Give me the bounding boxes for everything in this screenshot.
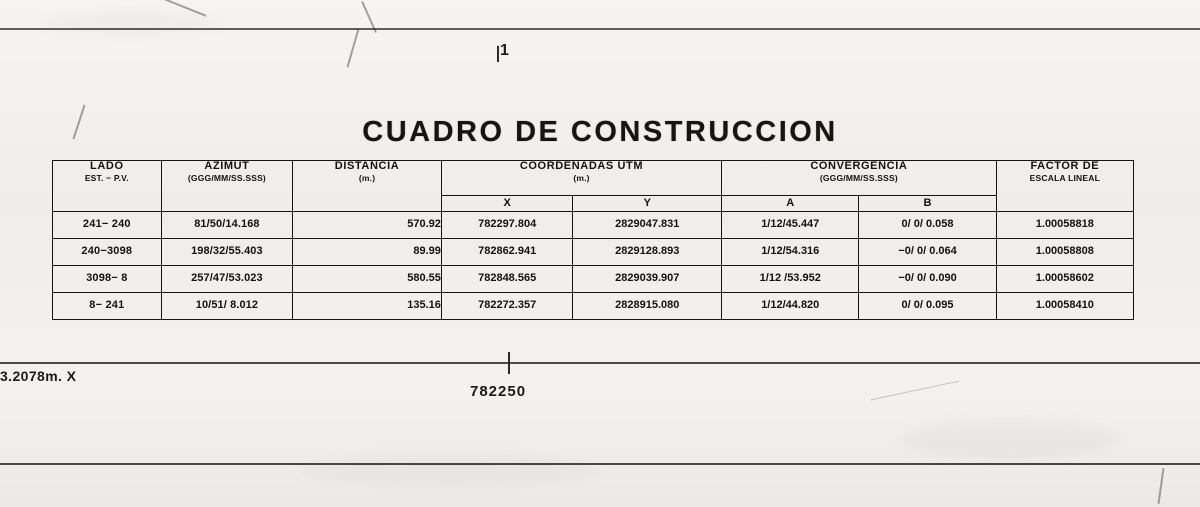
cell-coordenada-y: 2829047.831: [573, 212, 722, 239]
header-lado-main: LADO: [90, 160, 124, 172]
horizontal-rule-upper: [0, 28, 1200, 30]
bottom-tick-mark: [508, 352, 510, 374]
header-convergencia-a: A: [722, 196, 859, 212]
cuadro-de-construccion-table-wrapper: [52, 160, 1134, 320]
header-distancia-main: DISTANCIA: [334, 160, 400, 172]
cell-lado: 8− 241: [53, 293, 162, 320]
header-coordenada-x: X: [441, 196, 573, 212]
header-lado: [53, 161, 162, 212]
header-coordenada-y: Y: [573, 196, 722, 212]
header-azimut: [161, 161, 293, 212]
table-row: [53, 293, 1134, 320]
cell-coordenada-x: 782297.804: [441, 212, 573, 239]
header-coordenadas-sub: (m.): [573, 172, 590, 183]
header-convergencia-sub: (GGG/MM/SS.SSS): [819, 172, 898, 183]
header-coordenadas-utm: [441, 161, 721, 196]
cell-distancia: 89.99: [293, 239, 442, 266]
scan-blotch: [300, 455, 600, 485]
cell-lado: 3098− 8: [53, 266, 162, 293]
page-title: CUADRO DE CONSTRUCCION: [362, 116, 838, 148]
table-row: [53, 266, 1134, 293]
cell-distancia: 580.55: [293, 266, 442, 293]
cell-azimut: 198/32/55.403: [161, 239, 293, 266]
cell-lado: 240−3098: [53, 239, 162, 266]
header-lado-sub: EST. − P.V.: [84, 172, 129, 183]
cell-convergencia-b: −0/ 0/ 0.090: [859, 266, 996, 293]
table-row: [53, 212, 1134, 239]
header-distancia: [293, 161, 442, 212]
cell-factor-escala: 1.00058602: [996, 266, 1133, 293]
scan-blotch: [900, 420, 1120, 460]
header-coordenadas-main: COORDENADAS UTM: [519, 160, 644, 172]
header-factor-main: FACTOR DE: [1030, 160, 1100, 172]
cell-convergencia-a: 1/12/45.447: [722, 212, 859, 239]
header-convergencia-main: CONVERGENCIA: [810, 160, 908, 172]
cell-factor-escala: 1.00058818: [996, 212, 1133, 239]
header-factor-sub: ESCALA LINEAL: [1029, 172, 1100, 183]
cell-distancia: 135.16: [293, 293, 442, 320]
top-tick-mark: [497, 46, 499, 62]
cuadro-de-construccion-table: [52, 160, 1134, 320]
cell-coordenada-x: 782848.565: [441, 266, 573, 293]
cell-convergencia-b: 0/ 0/ 0.095: [859, 293, 996, 320]
horizontal-rule-lower: [0, 463, 1200, 465]
cell-convergencia-b: −0/ 0/ 0.064: [859, 239, 996, 266]
horizontal-rule-mid: [0, 362, 1200, 364]
header-azimut-sub: (GGG/MM/SS.SSS): [187, 172, 266, 183]
cell-coordenada-x: 782272.357: [441, 293, 573, 320]
header-factor-escala-lineal: [996, 161, 1133, 212]
left-axis-label: 3.2078m. X: [0, 368, 77, 384]
header-azimut-main: AZIMUT: [204, 160, 250, 172]
cell-convergencia-a: 1/12 /53.952: [722, 266, 859, 293]
cell-coordenada-y: 2829128.893: [573, 239, 722, 266]
cell-azimut: 81/50/14.168: [161, 212, 293, 239]
cell-convergencia-a: 1/12/44.820: [722, 293, 859, 320]
scan-blotch: [40, 10, 220, 36]
cell-factor-escala: 1.00058808: [996, 239, 1133, 266]
table-row: [53, 239, 1134, 266]
cell-distancia: 570.92: [293, 212, 442, 239]
cell-convergencia-b: 0/ 0/ 0.058: [859, 212, 996, 239]
cell-coordenada-y: 2829039.907: [573, 266, 722, 293]
top-tick-label: 1: [500, 42, 510, 59]
cell-factor-escala: 1.00058410: [996, 293, 1133, 320]
header-convergencia-b: B: [859, 196, 996, 212]
cell-convergencia-a: 1/12/54.316: [722, 239, 859, 266]
header-convergencia: [722, 161, 997, 196]
cell-azimut: 10/51/ 8.012: [161, 293, 293, 320]
cell-lado: 241− 240: [53, 212, 162, 239]
bottom-coordinate-label: 782250: [470, 383, 527, 400]
cell-coordenada-x: 782862.941: [441, 239, 573, 266]
cell-coordenada-y: 2828915.080: [573, 293, 722, 320]
cell-azimut: 257/47/53.023: [161, 266, 293, 293]
header-distancia-sub: (m.): [358, 172, 376, 183]
